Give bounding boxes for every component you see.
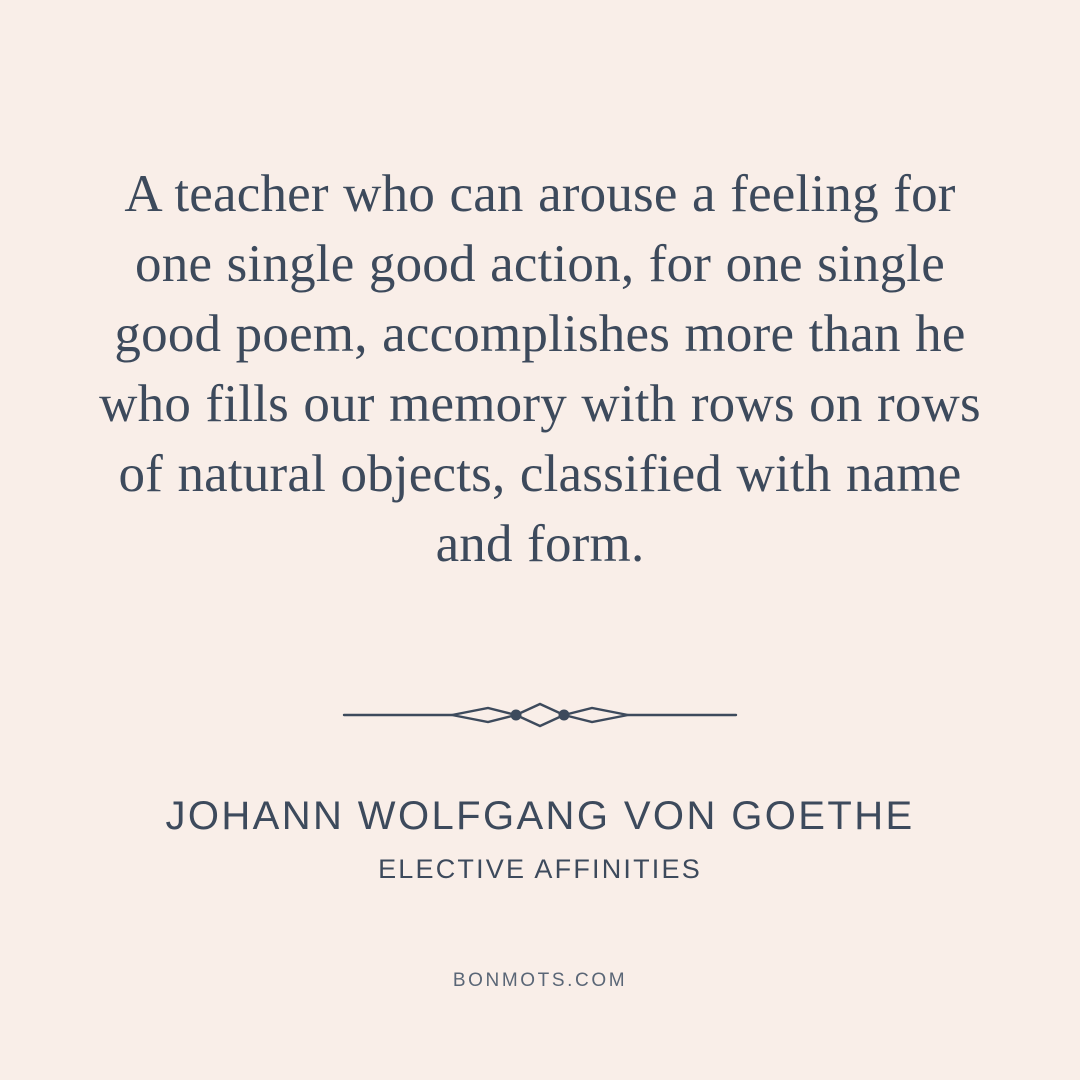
footer <box>0 970 1080 992</box>
attribution <box>165 794 914 885</box>
quote-text: A teacher who can arouse a feeling for one single good action, for one single good poem, accomplishes more than he who fills our memory with rows on rows of natural objects, classified with name and form. <box>99 165 981 573</box>
site-credit: BONMOTS.COM <box>452 970 628 991</box>
diamond-flourish-divider-icon <box>340 698 740 732</box>
work-title: ELECTIVE AFFINITIES <box>378 853 702 884</box>
quote-block <box>90 160 990 580</box>
author-name: JOHANN WOLFGANG VON GOETHE <box>165 793 915 838</box>
